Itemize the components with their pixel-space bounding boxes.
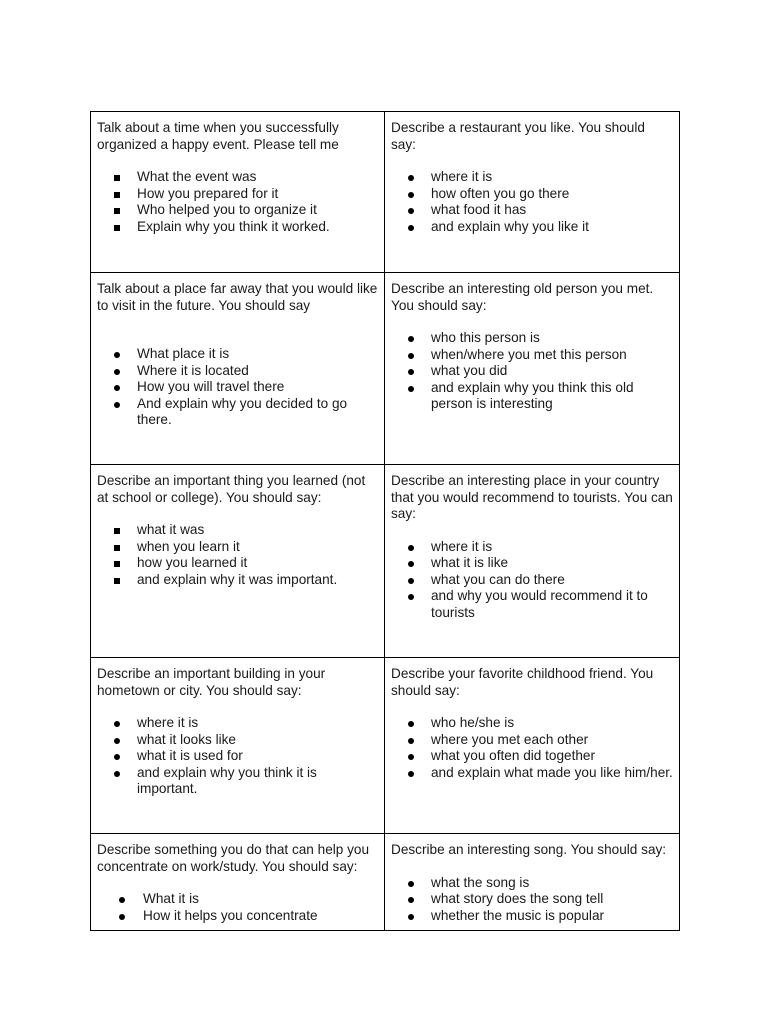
square-bullet-icon [110,169,124,186]
bullet-list [391,715,673,781]
disc-bullet-icon [404,330,418,347]
list-item: Where it is located [97,363,378,380]
bullet-list [97,169,378,235]
list-item: and explain why you think this old person is interesting [391,380,673,413]
disc-bullet-icon [110,732,124,749]
list-item: and explain why it was important. [97,572,378,589]
table-row [91,112,680,273]
card-prompt: Describe your favorite childhood friend. You should say: [391,666,654,698]
disc-bullet-icon [404,588,418,605]
cue-card [385,834,680,931]
disc-bullet-icon [404,748,418,765]
card-prompt: Describe an important building in your hometown or city. You should say: [97,666,326,698]
disc-bullet-icon [404,347,418,364]
blank-line [97,330,378,346]
card-prompt: Describe an interesting song. You should say: [391,842,667,857]
disc-bullet-icon [404,875,418,892]
cue-card [385,273,680,465]
bullet-list [97,346,378,429]
list-item: and explain why you think it is important. [97,765,378,798]
disc-bullet-icon [110,396,124,413]
card-prompt: Describe an interesting place in your country that you would recommend to tourists. You can say: [391,473,673,521]
list-item: Explain why you think it worked. [97,219,378,236]
list-item: what the song is [391,875,673,892]
list-item: and why you would recommend it to tourists [391,588,673,621]
list-item: Who helped you to organize it [97,202,378,219]
disc-bullet-icon [404,219,418,236]
list-item: where it is [391,169,673,186]
list-item: How you prepared for it [97,186,378,203]
table-row [91,465,680,658]
list-item: what food it has [391,202,673,219]
disc-bullet-icon [404,380,418,397]
bullet-list [97,522,378,588]
list-item: where it is [97,715,378,732]
disc-bullet-icon [404,169,418,186]
card-prompt: Talk about a place far away that you would like to visit in the future. You should say [97,281,378,313]
list-item: what story does the song tell [391,891,673,908]
list-item: how often you go there [391,186,673,203]
disc-bullet-icon [404,572,418,589]
list-item: What it is [97,891,378,908]
card-prompt: Describe something you do that can help you concentrate on work/study. You should say: [97,842,370,874]
cue-card [91,658,385,834]
cue-card [385,112,680,273]
list-item: what it is like [391,555,673,572]
list-item: How it helps you concentrate [97,908,378,925]
table-row [91,834,680,931]
card-prompt: Talk about a time when you successfully organized a happy event. Please tell me [97,120,339,152]
card-prompt: Describe a restaurant you like. You should say: [391,120,645,152]
square-bullet-icon [110,219,124,236]
disc-bullet-icon [404,891,418,908]
disc-bullet-icon [404,555,418,572]
list-item: what you did [391,363,673,380]
table-row [91,273,680,465]
square-bullet-icon [110,202,124,219]
disc-bullet-icon [110,715,124,732]
list-item: who he/she is [391,715,673,732]
bullet-list [97,891,378,924]
disc-bullet-icon [404,732,418,749]
list-item: what you can do there [391,572,673,589]
list-item: what you often did together [391,748,673,765]
bullet-list [391,875,673,925]
disc-bullet-icon [404,715,418,732]
list-item: How you will travel there [97,379,378,396]
disc-bullet-icon [404,765,418,782]
bullet-list [97,715,378,798]
square-bullet-icon [110,555,124,572]
list-item: when you learn it [97,539,378,556]
disc-bullet-icon [110,765,124,782]
disc-bullet-icon [115,908,129,925]
cue-card [385,465,680,658]
disc-bullet-icon [110,379,124,396]
list-item: how you learned it [97,555,378,572]
table-row [91,658,680,834]
list-item: whether the music is popular [391,908,673,925]
list-item: what it was [97,522,378,539]
list-item: and explain why you like it [391,219,673,236]
cue-card [91,112,385,273]
list-item: where you met each other [391,732,673,749]
list-item: And explain why you decided to go there. [97,396,378,429]
disc-bullet-icon [110,363,124,380]
list-item: What place it is [97,346,378,363]
list-item: what it looks like [97,732,378,749]
list-item: What the event was [97,169,378,186]
disc-bullet-icon [404,908,418,925]
card-prompt: Describe an interesting old person you met. You should say: [391,281,654,313]
list-item: what it is used for [97,748,378,765]
bullet-list [391,330,673,413]
bullet-list [391,169,673,235]
disc-bullet-icon [404,186,418,203]
card-prompt: Describe an important thing you learned (not at school or college). You should say: [97,473,366,505]
disc-bullet-icon [115,891,129,908]
square-bullet-icon [110,186,124,203]
cue-card-table [90,111,680,931]
list-item: when/where you met this person [391,347,673,364]
cue-card [91,834,385,931]
cue-card [91,273,385,465]
disc-bullet-icon [404,539,418,556]
square-bullet-icon [110,539,124,556]
square-bullet-icon [110,522,124,539]
disc-bullet-icon [110,346,124,363]
bullet-list [391,539,673,622]
square-bullet-icon [110,572,124,589]
list-item: where it is [391,539,673,556]
cue-card [91,465,385,658]
list-item: and explain what made you like him/her. [391,765,673,782]
list-item: who this person is [391,330,673,347]
cue-card [385,658,680,834]
disc-bullet-icon [404,363,418,380]
disc-bullet-icon [110,748,124,765]
disc-bullet-icon [404,202,418,219]
